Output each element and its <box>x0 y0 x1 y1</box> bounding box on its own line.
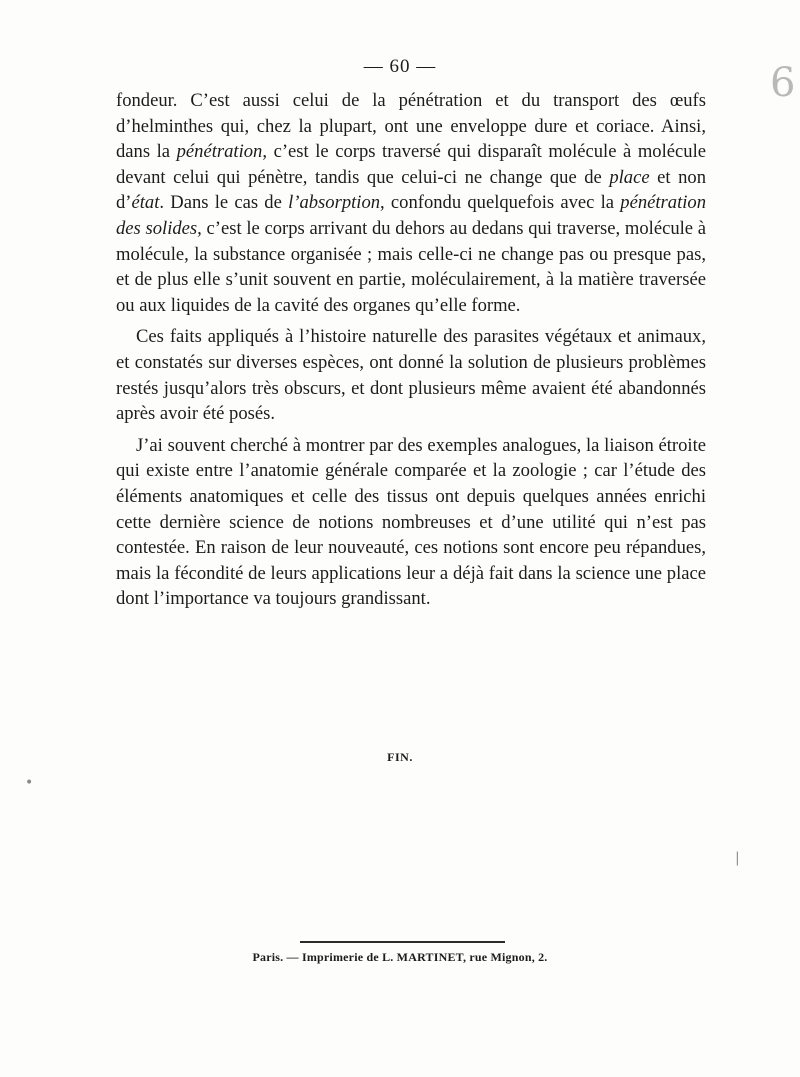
printer-imprint: Paris. — Imprimerie de L. MARTINET, rue Mignon, 2. <box>252 950 548 964</box>
margin-pencil-mark: 6 <box>770 60 796 106</box>
paragraph-1: fondeur. C’est aussi celui de la pénétration et du transport des œufs d’helminthes qui, chez la plupart, ont une enveloppe dure et coriace. Ainsi, dans la pénétration, c’est le corps traversé qui disparaît molécule à molécule devant celui qui pénètre, tandis que celui-ci ne change que de place et non d’état. Dans le cas de l’absorption, confondu quelquefois avec la pénétration des solides, c’est le corps arrivant du dehors au dedans qui traverse, molécule à molécule, la substance organisée ; mais celle-ci ne change pas ou presque pas, et de plus elle s’unit souvent en partie, moléculairement, à la matière traversée ou aux liquides de la cavité des organes qu’elle forme. <box>116 90 707 316</box>
paragraph-3: J’ai souvent cherché à montrer par des exemples analogues, la liaison étroite qui existe entre l’anatomie générale comparée et la zoologie ; car l’étude des éléments anatomiques et celle des tissus ont depuis quelques années enrichi cette dernière science de notions nombreuses et d’une utilité qui n’est pas contestée. En raison de leur nouveauté, ces notions sont encore peu répandues, mais la fécondité de leurs applications leur a déjà fait dans la science une place dont l’importance va toujours grandissant. <box>116 434 706 610</box>
margin-speck: • <box>25 775 34 791</box>
fin-label: FIN. <box>387 750 413 764</box>
margin-tick: | <box>735 850 740 866</box>
imprint-rule <box>300 941 505 943</box>
page-number: — 60 — <box>363 56 437 77</box>
paragraph-2: Ces faits appliqués à l’histoire naturelle des parasites végétaux et animaux, et constatés sur diverses espèces, ont donné la solution de plusieurs problèmes restés jusqu’alors très obscurs, et dont plusieurs même avaient été abandonnés après avoir été posés. <box>116 326 706 425</box>
body-text <box>116 88 706 618</box>
